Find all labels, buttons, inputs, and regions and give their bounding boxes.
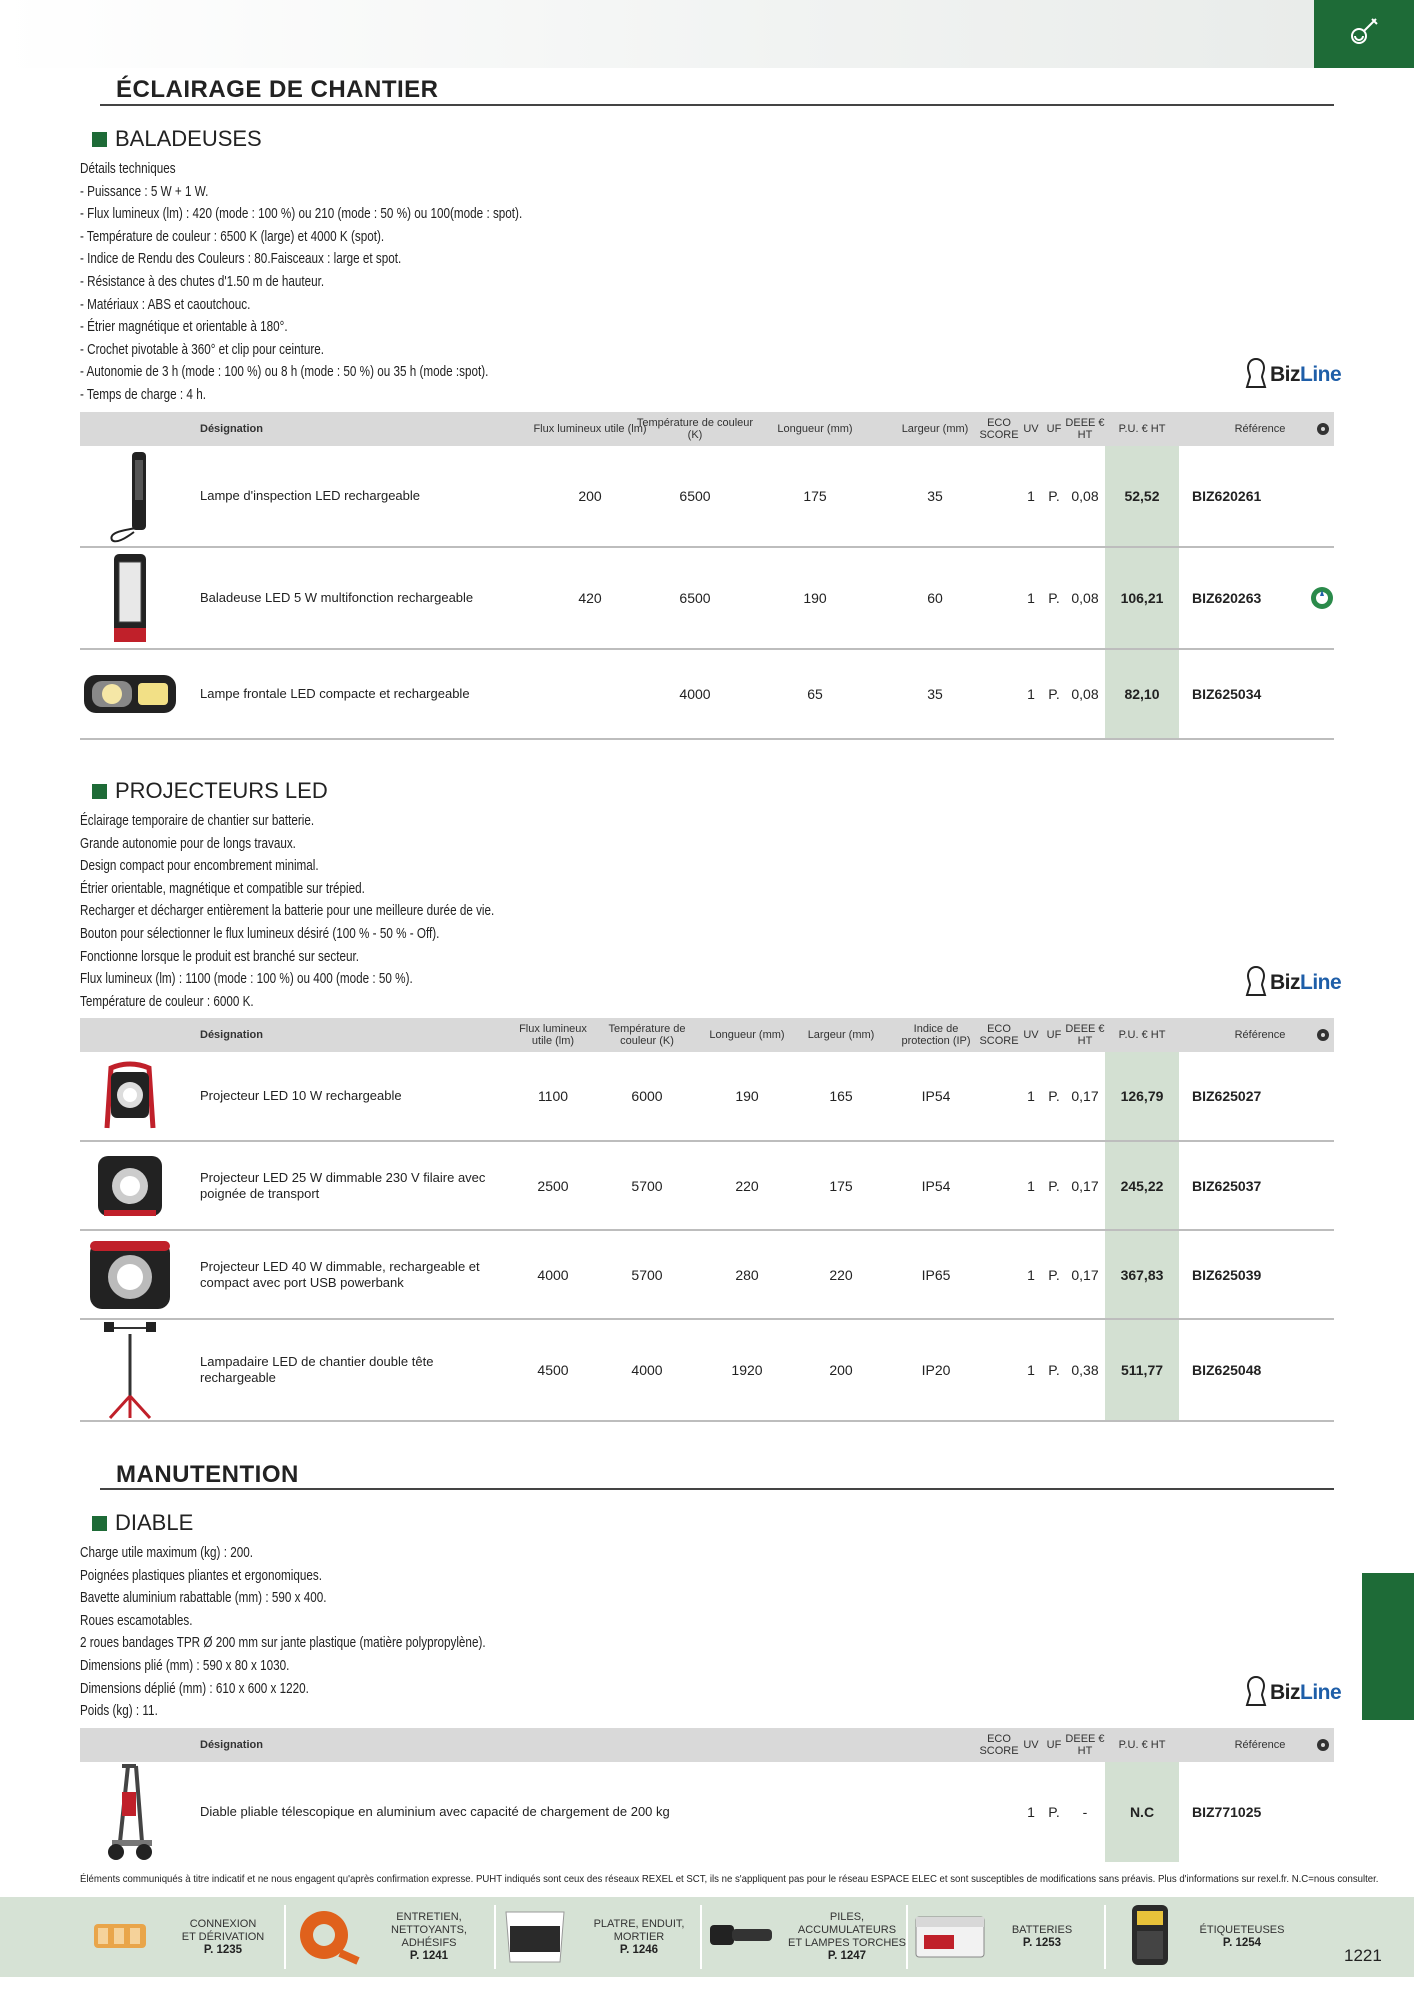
- product-name: Diable pliable télescopique en aluminium avec capacité de chargement de 200 kg: [200, 1804, 670, 1819]
- flux-value: 2500: [537, 1177, 569, 1194]
- uv-value: 1: [1027, 1362, 1035, 1378]
- temp-value: 5700: [631, 1266, 663, 1283]
- header-largeur: Largeur (mm): [901, 423, 969, 435]
- header-longueur: Longueur (mm): [709, 1029, 785, 1041]
- desc-line: - Autonomie de 3 h (mode : 100 %) ou 8 h (mode : 50 %) ou 35 h (mode :spot).: [80, 363, 489, 381]
- price-value: 126,79: [1120, 1088, 1164, 1104]
- deee-value: 0,38: [1071, 1362, 1099, 1378]
- price-value: 511,77: [1120, 1362, 1164, 1378]
- longueur-value: 1920: [731, 1362, 763, 1378]
- header-pu: P.U. € HT: [1118, 1739, 1166, 1751]
- category-label: MORTIER: [613, 1930, 665, 1943]
- temp-value: 6500: [679, 488, 711, 504]
- battery-icon: [912, 1909, 988, 1966]
- ip-value: IP54: [921, 1177, 951, 1194]
- flux-value: 1100: [537, 1088, 569, 1104]
- product-name: Lampe d'inspection LED rechargeable: [200, 488, 421, 503]
- uf-value: P.: [1048, 590, 1060, 606]
- divider: [494, 1905, 496, 1969]
- desc-line: Éclairage temporaire de chantier sur batterie.: [80, 812, 315, 829]
- largeur-value: 165: [829, 1088, 853, 1104]
- desc-line: - Matériaux : ABS et caoutchouc.: [80, 295, 251, 313]
- desc-line: Fonctionne lorsque le produit est branché sur secteur.: [80, 947, 360, 965]
- table-header-diable: [80, 1728, 1334, 1762]
- price-value: 245,22: [1120, 1177, 1164, 1194]
- product-image: [80, 548, 180, 648]
- product-image: [80, 1231, 180, 1318]
- category-page: P. 1254: [1222, 1937, 1262, 1949]
- longueur-value: 280: [735, 1266, 759, 1283]
- header-reference: Référence: [1234, 423, 1286, 435]
- category-link-batteries[interactable]: [912, 1897, 1102, 1977]
- bizline-logo: [1244, 962, 1342, 1004]
- header-deee: DEEE € HT: [1065, 1733, 1105, 1757]
- uf-value: P.: [1048, 488, 1060, 504]
- header-longueur: Longueur (mm): [777, 423, 853, 435]
- header-designation: Désignation: [200, 1739, 263, 1751]
- tools-icon: [1346, 14, 1382, 55]
- uf-value: P.: [1048, 1362, 1060, 1378]
- desc-line: Étrier orientable, magnétique et compatible sur trépied.: [80, 879, 365, 897]
- header-flux: Flux lumineux utile (lm): [533, 423, 647, 435]
- brand-text-biz: Biz: [1270, 971, 1300, 994]
- deee-value: 0,17: [1071, 1177, 1099, 1194]
- largeur-value: 175: [829, 1177, 853, 1194]
- deee-value: 0,08: [1071, 590, 1099, 606]
- projecteurs-description: [80, 810, 494, 1013]
- product-image: [80, 1052, 180, 1140]
- category-label: PLATRE, ENDUIT,: [593, 1917, 685, 1930]
- reference-value[interactable]: BIZ625039: [1192, 1266, 1262, 1283]
- category-label: ENTRETIEN,: [396, 1911, 462, 1923]
- deee-value: 0,17: [1071, 1088, 1099, 1104]
- category-link-entretien[interactable]: [290, 1897, 490, 1977]
- desc-line: Dimensions plié (mm) : 590 x 80 x 1030.: [80, 1656, 290, 1674]
- desc-line: - Temps de charge : 4 h.: [80, 385, 206, 403]
- table-row[interactable]: [80, 1142, 1334, 1231]
- header-uv: UV: [1023, 1739, 1039, 1751]
- table-row[interactable]: [80, 1052, 1334, 1142]
- product-image: [80, 1142, 180, 1229]
- header-pu: P.U. € HT: [1118, 423, 1166, 435]
- temp-value: 4000: [631, 1362, 663, 1378]
- uv-value: 1: [1027, 1266, 1035, 1283]
- brand-text-line: Line: [1300, 1681, 1342, 1704]
- flashlight-icon: [706, 1915, 776, 1960]
- header-eco-score: ECO SCORE: [979, 1023, 1019, 1047]
- wire-connector-icon: [88, 1910, 152, 1965]
- category-link-connexion[interactable]: [88, 1897, 278, 1977]
- desc-line: Grande autonomie pour de longs travaux.: [80, 834, 296, 852]
- green-square-icon: [92, 1516, 107, 1531]
- product-name: Baladeuse LED 5 W multifonction rechargeable: [200, 590, 474, 605]
- desc-line: Design compact pour encombrement minimal.: [80, 857, 319, 875]
- bizline-mascot-icon: [1244, 1675, 1268, 1712]
- baladeuses-description: [80, 158, 522, 407]
- uv-value: 1: [1027, 488, 1035, 504]
- green-square-icon: [92, 784, 107, 799]
- header-flux: Flux lumineux utile (lm): [519, 1023, 587, 1047]
- product-image: [80, 446, 180, 546]
- header-deee: DEEE € HT: [1065, 417, 1105, 441]
- section-title-manutention: MANUTENTION: [116, 1461, 299, 1488]
- uf-value: P.: [1048, 686, 1060, 702]
- header-pu: P.U. € HT: [1118, 1029, 1166, 1041]
- reference-value[interactable]: BIZ620263: [1192, 590, 1262, 606]
- ip-value: IP65: [921, 1266, 951, 1283]
- plaster-bucket-icon: [500, 1904, 570, 1971]
- section-title-eclairage: ÉCLAIRAGE DE CHANTIER: [116, 76, 439, 103]
- desc-line: Bouton pour sélectionner le flux lumineux désiré (100 % - 50 % - Off).: [80, 924, 440, 942]
- product-name: Lampe frontale LED compacte et rechargeable: [200, 686, 470, 701]
- tape-roll-icon: [290, 1905, 360, 1970]
- subsection-label: PROJECTEURS LED: [115, 778, 328, 803]
- green-square-icon: [92, 132, 107, 147]
- desc-line: Température de couleur : 6000 K.: [80, 992, 254, 1010]
- product-name: Lampadaire LED de chantier double tête rechargeable: [200, 1354, 434, 1385]
- header-eco-score: ECO SCORE: [979, 1733, 1019, 1757]
- label-printer-icon: [1128, 1903, 1172, 1972]
- longueur-value: 65: [807, 686, 823, 702]
- header-largeur: Largeur (mm): [807, 1029, 875, 1041]
- price-value: 106,21: [1120, 590, 1164, 606]
- category-label: NETTOYANTS,: [391, 1924, 467, 1936]
- subsection-title-diable: [92, 1510, 193, 1536]
- table-header-baladeuses: [80, 412, 1334, 446]
- category-label: PILES, ACCUMULATEURS: [797, 1911, 897, 1936]
- reference-value[interactable]: BIZ625034: [1192, 686, 1262, 702]
- longueur-value: 190: [803, 590, 827, 606]
- uf-value: P.: [1048, 1804, 1060, 1820]
- eco-flower-icon: [1312, 412, 1334, 446]
- header-eco-score: ECO SCORE: [979, 417, 1019, 441]
- uf-value: P.: [1048, 1088, 1060, 1104]
- header-deee: DEEE € HT: [1065, 1023, 1105, 1047]
- header-temp: Température de couleur (K): [608, 1023, 686, 1047]
- uv-value: 1: [1027, 590, 1035, 606]
- desc-line: Poignées plastiques pliantes et ergonomiques.: [80, 1566, 322, 1584]
- divider: [700, 1905, 702, 1969]
- temp-value: 4000: [679, 686, 711, 702]
- largeur-value: 60: [927, 590, 943, 606]
- category-label: ET LAMPES TORCHES: [788, 1937, 906, 1949]
- header-designation: Désignation: [200, 1029, 263, 1041]
- category-label: ADHÉSIFS: [401, 1937, 457, 1949]
- uv-value: 1: [1027, 1088, 1035, 1104]
- category-page: P. 1235: [203, 1943, 243, 1956]
- flux-value: 4500: [537, 1362, 569, 1378]
- largeur-value: 220: [829, 1266, 853, 1283]
- longueur-value: 220: [735, 1177, 759, 1194]
- eco-badge-icon: [1310, 548, 1334, 648]
- brand-text-line: Line: [1300, 971, 1342, 994]
- header-ip: Indice de protection (IP): [901, 1023, 971, 1047]
- category-page: P. 1253: [1022, 1937, 1062, 1949]
- price-value: 52,52: [1124, 488, 1160, 504]
- product-name: Projecteur LED 10 W rechargeable: [200, 1088, 402, 1103]
- header-reference: Référence: [1234, 1739, 1286, 1751]
- subsection-label: BALADEUSES: [115, 126, 262, 151]
- reference-value[interactable]: BIZ771025: [1192, 1804, 1262, 1820]
- section-rule: [100, 1488, 1334, 1490]
- product-image: [80, 1762, 180, 1862]
- diable-description: [80, 1542, 486, 1723]
- price-value: 367,83: [1120, 1266, 1164, 1283]
- deee-value: 0,08: [1071, 686, 1099, 702]
- desc-line: 2 roues bandages TPR Ø 200 mm sur jante plastique (matière polypropylène).: [80, 1634, 486, 1652]
- category-link-etiqueteuses[interactable]: [1128, 1897, 1318, 1977]
- flux-value: 4000: [537, 1266, 569, 1283]
- bizline-logo: [1244, 354, 1342, 396]
- desc-line: - Flux lumineux (lm) : 420 (mode : 100 %) ou 210 (mode : 50 %) ou 100(mode : spot).: [80, 205, 523, 223]
- temp-value: 5700: [631, 1177, 663, 1194]
- product-image: [80, 1320, 180, 1420]
- temp-value: 6000: [631, 1088, 663, 1104]
- section-rule: [100, 104, 1334, 106]
- table-row[interactable]: [80, 1762, 1334, 1862]
- category-link-piles[interactable]: [706, 1897, 906, 1977]
- subsection-title-baladeuses: [92, 126, 262, 152]
- largeur-value: 35: [927, 488, 943, 504]
- flux-value: 200: [578, 488, 602, 504]
- legal-footnote: Éléments communiqués à titre indicatif et ne nous engagent qu'après confirmation expresse. PUHT indiqués sont ceux des réseaux REXEL et SCT, ils ne s'appliquent pas pour le réseau ESPACE ELEC et sont susceptibles de modifications sans préavis. Plus d'informations sur rexel.fr. N.C=nous consulter.: [80, 1873, 1379, 1885]
- temp-value: 6500: [679, 590, 711, 606]
- desc-line: - Puissance : 5 W + 1 W.: [80, 182, 209, 200]
- category-page: P. 1246: [619, 1943, 659, 1956]
- table-header-projecteurs: [80, 1018, 1334, 1052]
- reference-value[interactable]: BIZ625048: [1192, 1362, 1262, 1378]
- table-row[interactable]: [80, 650, 1334, 740]
- brand-text-line: Line: [1300, 363, 1342, 386]
- reference-value[interactable]: BIZ620261: [1192, 488, 1262, 504]
- flux-value: 420: [578, 590, 602, 606]
- largeur-value: 35: [927, 686, 943, 702]
- header-temp: Température de couleur (K): [636, 417, 754, 441]
- header-designation: Désignation: [200, 423, 263, 435]
- desc-line: - Résistance à des chutes d'1.50 m de hauteur.: [80, 272, 325, 290]
- uf-value: P.: [1048, 1177, 1060, 1194]
- desc-line: - Crochet pivotable à 360° et clip pour ceinture.: [80, 340, 325, 358]
- ip-value: IP54: [921, 1088, 951, 1104]
- desc-line: Poids (kg) : 11.: [80, 1702, 158, 1720]
- product-image: [80, 650, 180, 738]
- top-banner: [0, 0, 1314, 68]
- header-uv: UV: [1023, 423, 1039, 435]
- uv-value: 1: [1027, 1804, 1035, 1820]
- category-label: ÉTIQUETEUSES: [1199, 1924, 1285, 1936]
- subsection-label: DIABLE: [115, 1510, 194, 1535]
- category-page: P. 1241: [409, 1950, 449, 1962]
- desc-line: Dimensions déplié (mm) : 610 x 600 x 1220.: [80, 1679, 309, 1697]
- eco-flower-icon: [1312, 1728, 1334, 1762]
- longueur-value: 190: [735, 1088, 759, 1104]
- category-label: ET DÉRIVATION: [181, 1930, 265, 1943]
- brand-text-biz: Biz: [1270, 1681, 1300, 1704]
- desc-line: Détails techniques: [80, 160, 176, 177]
- category-label: CONNEXION: [189, 1917, 257, 1930]
- table-row[interactable]: [80, 548, 1334, 650]
- largeur-value: 200: [829, 1362, 853, 1378]
- eco-flower-icon: [1312, 1018, 1334, 1052]
- uv-value: 1: [1027, 1177, 1035, 1194]
- divider: [906, 1905, 908, 1969]
- header-uf: UF: [1046, 423, 1062, 435]
- subsection-title-projecteurs: [92, 778, 328, 804]
- uv-value: 1: [1027, 686, 1035, 702]
- desc-line: Roues escamotables.: [80, 1611, 193, 1629]
- category-page: P. 1247: [827, 1950, 867, 1962]
- bizline-mascot-icon: [1244, 357, 1268, 394]
- category-link-platre[interactable]: [500, 1897, 700, 1977]
- header-uv: UV: [1023, 1029, 1039, 1041]
- desc-line: Charge utile maximum (kg) : 200.: [80, 1544, 253, 1561]
- header-uf: UF: [1046, 1029, 1062, 1041]
- table-row[interactable]: [80, 446, 1334, 548]
- deee-value: -: [1082, 1804, 1088, 1820]
- desc-line: - Température de couleur : 6500 K (large) et 4000 K (spot).: [80, 227, 385, 245]
- desc-line: - Étrier magnétique et orientable à 180°.: [80, 318, 288, 336]
- longueur-value: 175: [803, 488, 827, 504]
- table-row[interactable]: [80, 1231, 1334, 1320]
- desc-line: - Indice de Rendu des Couleurs : 80.Faisceaux : large et spot.: [80, 250, 402, 268]
- reference-value[interactable]: BIZ625037: [1192, 1177, 1262, 1194]
- table-row[interactable]: [80, 1320, 1334, 1422]
- desc-line: Bavette aluminium rabattable (mm) : 590 x 400.: [80, 1589, 327, 1607]
- bizline-logo: [1244, 1672, 1342, 1714]
- price-value: 82,10: [1124, 686, 1160, 702]
- product-name: Projecteur LED 40 W dimmable, rechargeable et compact avec port USB powerbank: [200, 1258, 480, 1290]
- product-name: Projecteur LED 25 W dimmable 230 V filaire avec poignée de transport: [200, 1169, 486, 1201]
- category-tab[interactable]: [1314, 0, 1414, 68]
- page-number: 1221: [1344, 1946, 1382, 1965]
- reference-value[interactable]: BIZ625027: [1192, 1088, 1262, 1104]
- price-value: N.C: [1129, 1804, 1155, 1820]
- side-section-tab[interactable]: [1362, 1573, 1414, 1720]
- desc-line: Recharger et décharger entièrement la batterie pour une meilleure durée de vie.: [80, 902, 495, 920]
- deee-value: 0,08: [1071, 488, 1099, 504]
- ip-value: IP20: [921, 1362, 951, 1378]
- divider: [1104, 1905, 1106, 1969]
- header-reference: Référence: [1234, 1029, 1286, 1041]
- header-uf: UF: [1046, 1739, 1062, 1751]
- desc-line: Flux lumineux (lm) : 1100 (mode : 100 %) ou 400 (mode : 50 %).: [80, 970, 413, 988]
- deee-value: 0,17: [1071, 1266, 1099, 1283]
- divider: [284, 1905, 286, 1969]
- uf-value: P.: [1048, 1266, 1060, 1283]
- brand-text-biz: Biz: [1270, 363, 1300, 386]
- bizline-mascot-icon: [1244, 965, 1268, 1002]
- category-label: BATTERIES: [1011, 1924, 1073, 1936]
